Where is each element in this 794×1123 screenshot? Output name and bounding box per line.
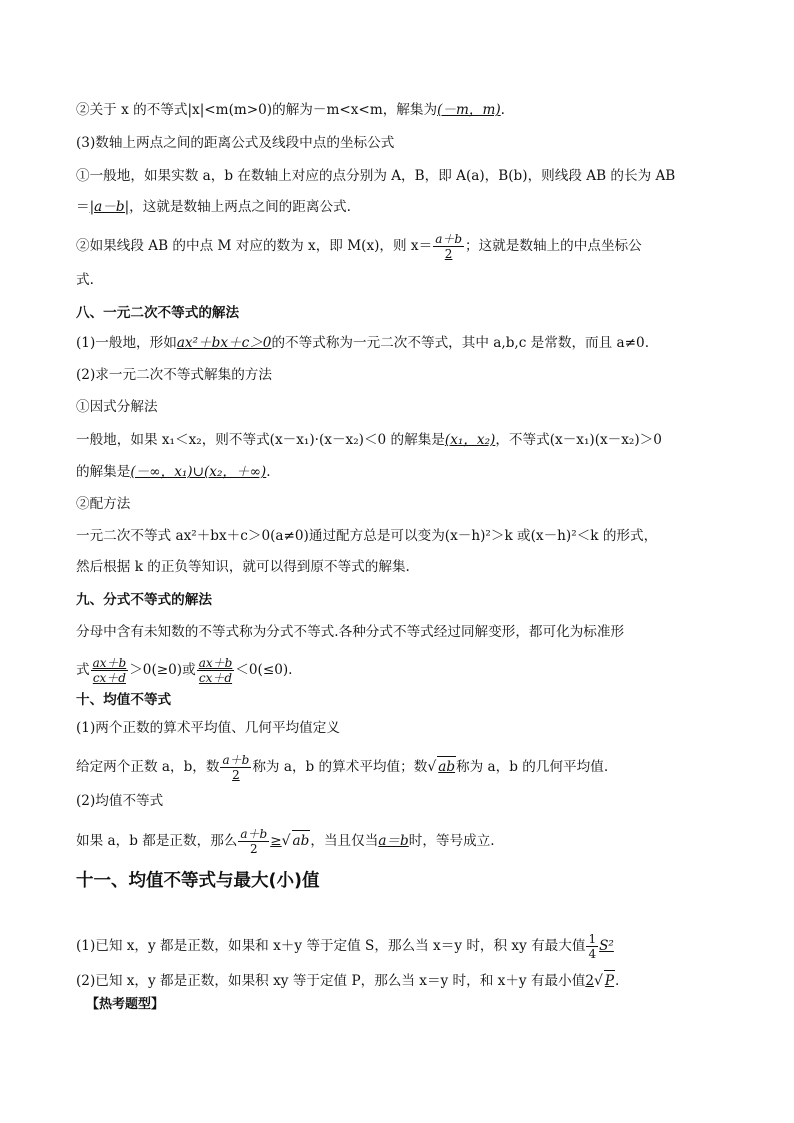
text: ②配方法 xyxy=(76,496,131,512)
heading-text: 十一、均值不等式与最大(小)值 xyxy=(76,871,320,891)
fraction-denominator: cx＋d xyxy=(92,671,126,685)
text: ＝ xyxy=(76,199,90,215)
text-line xyxy=(76,932,724,961)
text: . xyxy=(266,464,271,480)
text: 称为 a，b 的几何平均值. xyxy=(456,759,609,775)
tag-text: 【热考题型】 xyxy=(86,997,165,1012)
fraction-numerator: a＋b xyxy=(222,753,250,767)
text: 的解集是 xyxy=(76,464,131,480)
text: ①因式分解法 xyxy=(76,399,158,415)
text: (2)均值不等式 xyxy=(76,793,164,809)
sqrt-radicand: ab xyxy=(292,830,311,851)
sqrt-radicand: P xyxy=(604,970,615,991)
heading-text: 九、分式不等式的解法 xyxy=(76,592,212,608)
text: (3)数轴上两点之间的距离公式及线段中点的坐标公式 xyxy=(76,135,395,151)
answer-blank: a＝b xyxy=(378,833,409,849)
text: 的不等式称为一元二次不等式，其中 a,b,c 是常数，而且 a≠0. xyxy=(271,335,650,351)
text: ①一般地，如果实数 a，b 在数轴上对应的点分别为 A，B，即 A(a)，B(b)，则线段 AB 的长为 AB xyxy=(76,168,676,184)
text: (2)求一元二次不等式解集的方法 xyxy=(76,367,272,383)
text-line xyxy=(76,166,724,186)
text-line xyxy=(76,462,724,482)
text-line xyxy=(76,133,724,153)
section-tag xyxy=(86,995,724,1015)
fraction-denominator: 2 xyxy=(232,768,240,782)
fraction xyxy=(91,656,129,685)
answer-blank: (x₁，x₂) xyxy=(444,432,496,448)
fraction xyxy=(220,753,251,782)
fraction-numerator: ax＋b xyxy=(198,656,233,670)
sqrt-radicand: ab xyxy=(437,756,456,777)
text: 一般地，如果 x₁＜x₂，则不等式(x－x₁)·(x－x₂)＜0 的解集是 xyxy=(76,432,445,448)
text-line xyxy=(76,622,724,642)
fraction xyxy=(433,232,464,261)
heading-text: 十、均值不等式 xyxy=(76,692,172,708)
text: (2)已知 x，y 都是正数，如果积 xy 等于定值 P，那么当 x＝y 时，和 x＋y 有最小值 xyxy=(76,973,586,989)
section-heading xyxy=(76,303,724,323)
text: 分母中含有未知数的不等式称为分式不等式.各种分式不等式经过同解变形，都可化为标准形 xyxy=(76,624,625,640)
text-line xyxy=(76,197,724,217)
section-heading xyxy=(76,590,724,610)
text: ≥ xyxy=(270,833,282,849)
text-line xyxy=(76,333,724,353)
text-line xyxy=(76,753,724,782)
text: ；这就是数轴上的中点坐标公 xyxy=(465,238,642,254)
text-line xyxy=(76,270,724,290)
text: 给定两个正数 a，b，数 xyxy=(76,759,220,775)
text: . xyxy=(615,973,620,989)
text: 式. xyxy=(76,272,94,288)
fraction xyxy=(586,932,598,961)
fraction-numerator: ax＋b xyxy=(92,656,127,670)
text: (1)两个正数的算术平均值、几何平均值定义 xyxy=(76,720,340,736)
fraction xyxy=(238,827,269,856)
text-line xyxy=(76,557,724,577)
fraction-numerator: a＋b xyxy=(435,232,463,246)
text: ，这就是数轴上两点之间的距离公式. xyxy=(129,199,351,215)
sqrt-symbol: √ xyxy=(281,833,291,849)
fraction-denominator: 4 xyxy=(588,947,597,961)
text: 然后根据 k 的正负等知识，就可以得到原不等式的解集. xyxy=(76,559,410,575)
sqrt-symbol: √ xyxy=(427,759,437,775)
fraction-denominator: 2 xyxy=(444,247,453,261)
heading-text: 八、一元二次不等式的解法 xyxy=(76,305,240,321)
text-line xyxy=(76,970,724,991)
text: 称为 a，b 的算术平均值；数 xyxy=(252,759,428,775)
text-line xyxy=(76,494,724,514)
sqrt-symbol: √ xyxy=(593,973,603,989)
answer-blank: 2 xyxy=(585,973,594,989)
text: (1)一般地，形如 xyxy=(76,335,177,351)
section-heading xyxy=(76,690,724,710)
text: ②如果线段 AB 的中点 M 对应的数为 x，即 M(x)，则 x＝ xyxy=(76,238,433,254)
text: 如果 a，b 都是正数，那么 xyxy=(76,833,238,849)
text-line xyxy=(76,365,724,385)
text-line xyxy=(76,430,724,450)
section-heading xyxy=(76,871,724,891)
fraction xyxy=(197,656,235,685)
text-line xyxy=(76,827,724,856)
text: 时，等号成立. xyxy=(408,833,495,849)
answer-blank: ax²＋bx＋c＞0 xyxy=(176,335,272,351)
text: ＞0(≥0)或 xyxy=(129,662,196,678)
text: ②关于 x 的不等式|x|<m(m>0)的解为－m<x<m，解集为 xyxy=(76,102,438,118)
answer-blank: |a－b| xyxy=(89,199,130,215)
text-line: ②关于 x 的不等式|x|<m(m>0)的解为－m<x<m，解集为(－m，m). xyxy=(76,102,505,118)
fraction-numerator: a＋b xyxy=(240,827,268,841)
text-line xyxy=(76,397,724,417)
fraction-denominator: cx＋d xyxy=(198,671,233,685)
text: ＜0(≤0). xyxy=(235,662,293,678)
text: ，不等式(x－x₁)(x－x₂)＞0 xyxy=(495,432,662,448)
text-line xyxy=(76,656,724,685)
text-line xyxy=(76,232,724,261)
fraction-numerator: 1 xyxy=(588,932,597,946)
text: 式 xyxy=(76,662,90,678)
text-line xyxy=(76,718,724,738)
text-line xyxy=(76,526,724,546)
answer-blank: (－m，m) xyxy=(437,102,501,118)
text: 一元二次不等式 ax²＋bx＋c＞0(a≠0)通过配方总是可以变为(x－h)²＞k 或(x－h)²＜k 的形式， xyxy=(76,528,658,544)
fraction-denominator: 2 xyxy=(249,842,258,856)
text: (1)已知 x，y 都是正数，如果和 x＋y 等于定值 S，那么当 x＝y 时，积 xy 有最大值 xyxy=(76,938,586,954)
text: ，当且仅当 xyxy=(310,833,379,849)
answer-blank: S² xyxy=(599,938,614,954)
answer-blank: (－∞，x₁)∪(x₂，＋∞) xyxy=(130,464,267,480)
text-line xyxy=(76,791,724,811)
